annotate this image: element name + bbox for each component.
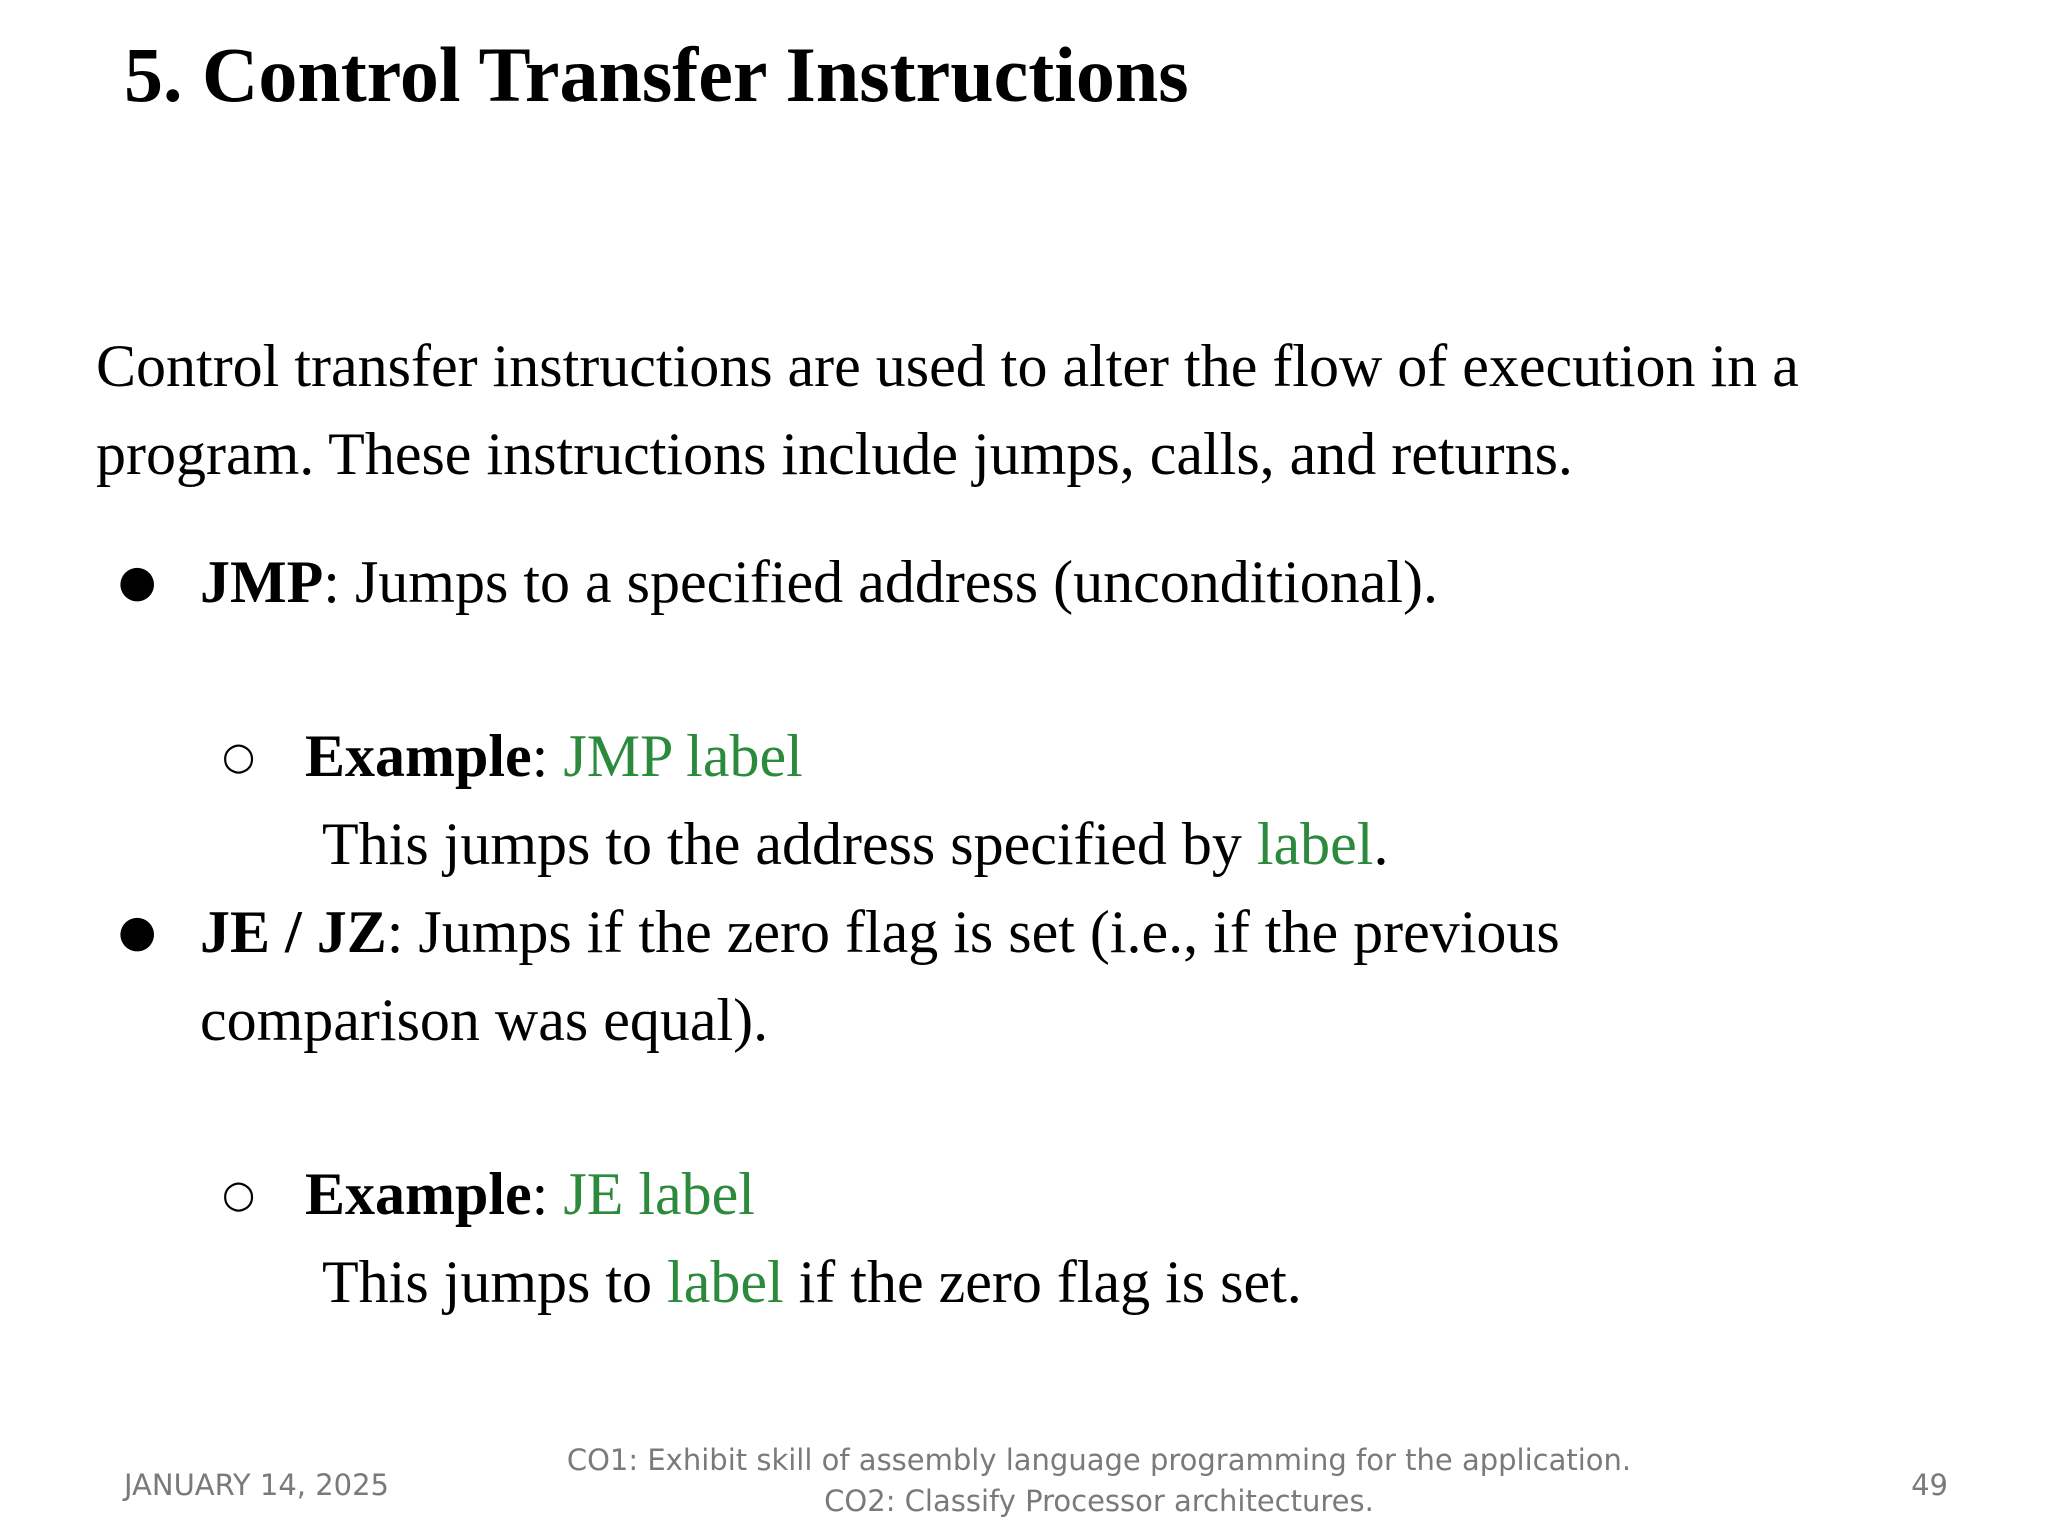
example-label: Example (305, 1161, 532, 1227)
footer-co1: CO1: Exhibit skill of assembly language programming for the application. (566, 1443, 1632, 1477)
intro-line-2: program. These instructions include jumps, calls, and returns. (96, 421, 1573, 487)
bullet-desc-jmp: : Jumps to a specified address (unconditional). (323, 549, 1439, 615)
sub-bullet-circle-icon: ○ (222, 734, 256, 778)
explanation-code: label (667, 1249, 784, 1315)
bullet-term-jmp: JMP (200, 549, 324, 615)
bullet-je-jz (200, 888, 1560, 1064)
example-code-jmp: JMP label (563, 723, 803, 789)
example-explanation-jmp (322, 800, 1388, 888)
example-explanation-je (322, 1238, 1302, 1326)
intro-line-1: Control transfer instructions are used to alter the flow of execution in a (96, 333, 1799, 399)
bullet-line-1 (200, 888, 1560, 976)
footer-course-outcomes (0, 1440, 2048, 1522)
example-colon: : (531, 1161, 564, 1227)
page-number: 49 (1911, 1468, 1948, 1502)
bullet-line-2: comparison was equal). (200, 987, 769, 1053)
example-je (305, 1150, 755, 1238)
sub-bullet-circle-icon: ○ (222, 1172, 256, 1216)
footer-date: JANUARY 14, 2025 (124, 1468, 390, 1502)
example-colon: : (531, 723, 564, 789)
explanation-end: if the zero flag is set. (783, 1249, 1302, 1315)
example-jmp (305, 712, 803, 800)
explanation-end: . (1373, 811, 1389, 877)
bullet-jmp (200, 538, 1438, 626)
example-code-je: JE label (563, 1161, 755, 1227)
footer-co2: CO2: Classify Processor architectures. (824, 1484, 1374, 1518)
bullet-term-je-jz: JE / JZ (200, 899, 387, 965)
explanation-code: label (1256, 811, 1374, 877)
explanation-text: This jumps to the address specified by (322, 811, 1257, 877)
intro-paragraph (96, 322, 1799, 498)
explanation-text: This jumps to (322, 1249, 668, 1315)
bullet-dot-icon: ● (118, 556, 157, 607)
example-label: Example (305, 723, 532, 789)
bullet-desc-je-jz: : Jumps if the zero flag is set (i.e., if the previous (386, 899, 1560, 965)
bullet-dot-icon: ● (118, 906, 157, 957)
slide-title: 5. Control Transfer Instructions (124, 31, 1189, 118)
